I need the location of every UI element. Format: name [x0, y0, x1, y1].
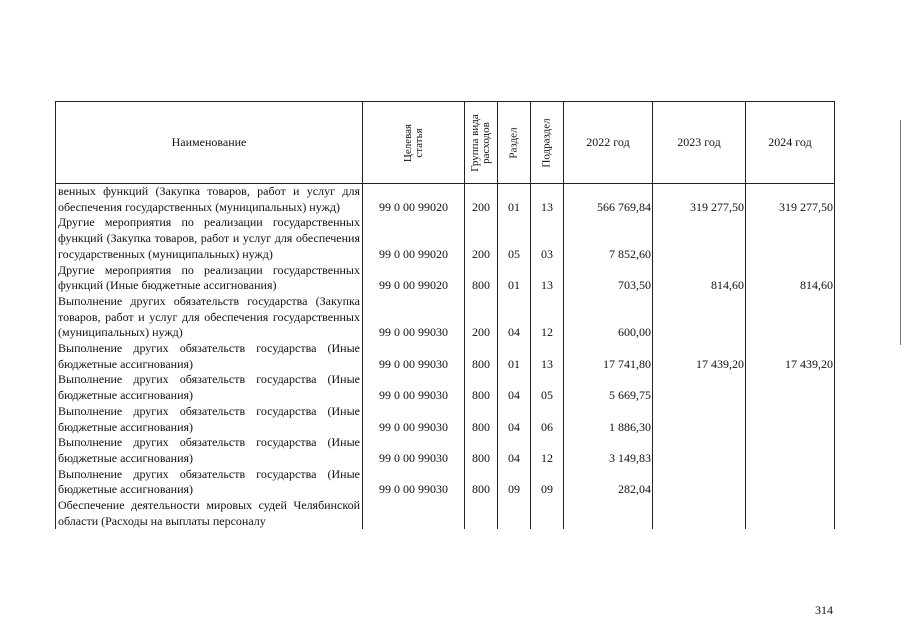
row-section: 09 — [498, 467, 531, 498]
row-subsection: 03 — [531, 215, 564, 262]
row-name: Другие мероприятия по реализации государственных функций (Закупка товаров, работ и услуг для обеспечения государственных (муниципальных) нужд) — [56, 215, 363, 262]
row-target: 99 0 00 99020 — [363, 184, 465, 216]
row-name: Выполнение других обязательств государства (Иные бюджетные ассигнования) — [56, 467, 363, 498]
row-2024 — [746, 467, 835, 498]
header-subsection-label: Подраздел — [540, 117, 553, 168]
row-2022: 566 769,84 — [564, 184, 653, 216]
row-2023 — [653, 294, 746, 341]
row-name: Выполнение других обязательств государства (Иные бюджетные ассигнования) — [56, 341, 363, 372]
row-group: 800 — [465, 341, 498, 372]
row-2023 — [653, 435, 746, 466]
row-2024 — [746, 404, 835, 435]
row-section: 05 — [498, 215, 531, 262]
row-subsection: 13 — [531, 184, 564, 216]
row-name: венных функций (Закупка товаров, работ и услуг для обеспечения государственных (муниципальных) нужд) — [56, 184, 363, 216]
row-2024: 814,60 — [746, 263, 835, 294]
row-section: 01 — [498, 263, 531, 294]
table-row — [56, 263, 835, 294]
row-name: Выполнение других обязательств государства (Иные бюджетные ассигнования) — [56, 404, 363, 435]
header-year-2023: 2023 год — [653, 102, 746, 184]
row-target: 99 0 00 99030 — [363, 372, 465, 403]
table-row — [56, 372, 835, 403]
row-subsection: 13 — [531, 341, 564, 372]
table-body — [56, 184, 835, 530]
budget-table-container — [55, 101, 835, 529]
table-row — [56, 215, 835, 262]
header-year-2022: 2022 год — [564, 102, 653, 184]
row-2023 — [653, 467, 746, 498]
row-name: Другие мероприятия по реализации государственных функций (Иные бюджетные ассигнования) — [56, 263, 363, 294]
table-row — [56, 498, 835, 529]
row-2023 — [653, 404, 746, 435]
row-group: 800 — [465, 467, 498, 498]
row-target: 99 0 00 99030 — [363, 404, 465, 435]
row-2023 — [653, 372, 746, 403]
row-2023 — [653, 215, 746, 262]
row-target: 99 0 00 99030 — [363, 294, 465, 341]
row-name: Выполнение других обязательств государства (Закупка товаров, работ и услуг для обеспечения государственных (муниципальных) нужд) — [56, 294, 363, 341]
row-2024 — [746, 215, 835, 262]
row-2024 — [746, 372, 835, 403]
row-2023 — [653, 498, 746, 529]
row-2024 — [746, 294, 835, 341]
table-header — [56, 102, 835, 184]
row-target: 99 0 00 99030 — [363, 341, 465, 372]
row-section: 04 — [498, 404, 531, 435]
row-subsection: 06 — [531, 404, 564, 435]
row-2023: 814,60 — [653, 263, 746, 294]
row-name: Выполнение других обязательств государства (Иные бюджетные ассигнования) — [56, 435, 363, 466]
row-2022: 7 852,60 — [564, 215, 653, 262]
header-expense-group — [465, 102, 498, 184]
row-subsection: 09 — [531, 467, 564, 498]
scan-edge-mark — [900, 120, 901, 345]
row-name: Выполнение других обязательств государства (Иные бюджетные ассигнования) — [56, 372, 363, 403]
row-2022: 703,50 — [564, 263, 653, 294]
row-group: 200 — [465, 215, 498, 262]
header-target-article — [363, 102, 465, 184]
row-subsection — [531, 498, 564, 529]
row-group: 800 — [465, 372, 498, 403]
row-section: 04 — [498, 435, 531, 466]
row-2024 — [746, 435, 835, 466]
row-section — [498, 498, 531, 529]
row-2022: 5 669,75 — [564, 372, 653, 403]
row-2022 — [564, 498, 653, 529]
header-group-line2: расходов — [480, 121, 492, 164]
row-group: 800 — [465, 263, 498, 294]
row-section: 04 — [498, 294, 531, 341]
row-2024: 319 277,50 — [746, 184, 835, 216]
header-name: Наименование — [56, 102, 363, 184]
row-group — [465, 498, 498, 529]
budget-table — [55, 101, 835, 529]
row-2023: 17 439,20 — [653, 341, 746, 372]
header-subsection — [531, 102, 564, 184]
header-section-label: Раздел — [507, 126, 520, 159]
row-2022: 17 741,80 — [564, 341, 653, 372]
row-2022: 3 149,83 — [564, 435, 653, 466]
row-2022: 1 886,30 — [564, 404, 653, 435]
row-subsection: 13 — [531, 263, 564, 294]
row-2022: 282,04 — [564, 467, 653, 498]
row-2022: 600,00 — [564, 294, 653, 341]
row-2023: 319 277,50 — [653, 184, 746, 216]
row-group: 800 — [465, 435, 498, 466]
row-2024 — [746, 498, 835, 529]
table-row — [56, 467, 835, 498]
row-target: 99 0 00 99020 — [363, 263, 465, 294]
row-subsection: 05 — [531, 372, 564, 403]
header-group-line1: Группа вида — [469, 113, 481, 172]
header-target-line2: статья — [412, 127, 425, 158]
row-group: 200 — [465, 294, 498, 341]
row-target: 99 0 00 99030 — [363, 435, 465, 466]
row-subsection: 12 — [531, 435, 564, 466]
row-2024: 17 439,20 — [746, 341, 835, 372]
table-row — [56, 184, 835, 216]
table-row — [56, 435, 835, 466]
row-section: 04 — [498, 372, 531, 403]
row-target: 99 0 00 99030 — [363, 467, 465, 498]
table-row — [56, 341, 835, 372]
row-target — [363, 498, 465, 529]
row-section: 01 — [498, 184, 531, 216]
table-row — [56, 294, 835, 341]
row-target: 99 0 00 99020 — [363, 215, 465, 262]
row-subsection: 12 — [531, 294, 564, 341]
row-name: Обеспечение деятельности мировых судей Челябинской области (Расходы на выплаты персоналу — [56, 498, 363, 529]
page-number: 314 — [815, 603, 833, 617]
header-target-line1: Целевая — [401, 123, 414, 162]
row-group: 200 — [465, 184, 498, 216]
row-section: 01 — [498, 341, 531, 372]
header-year-2024: 2024 год — [746, 102, 835, 184]
header-section — [498, 102, 531, 184]
table-row — [56, 404, 835, 435]
row-group: 800 — [465, 404, 498, 435]
